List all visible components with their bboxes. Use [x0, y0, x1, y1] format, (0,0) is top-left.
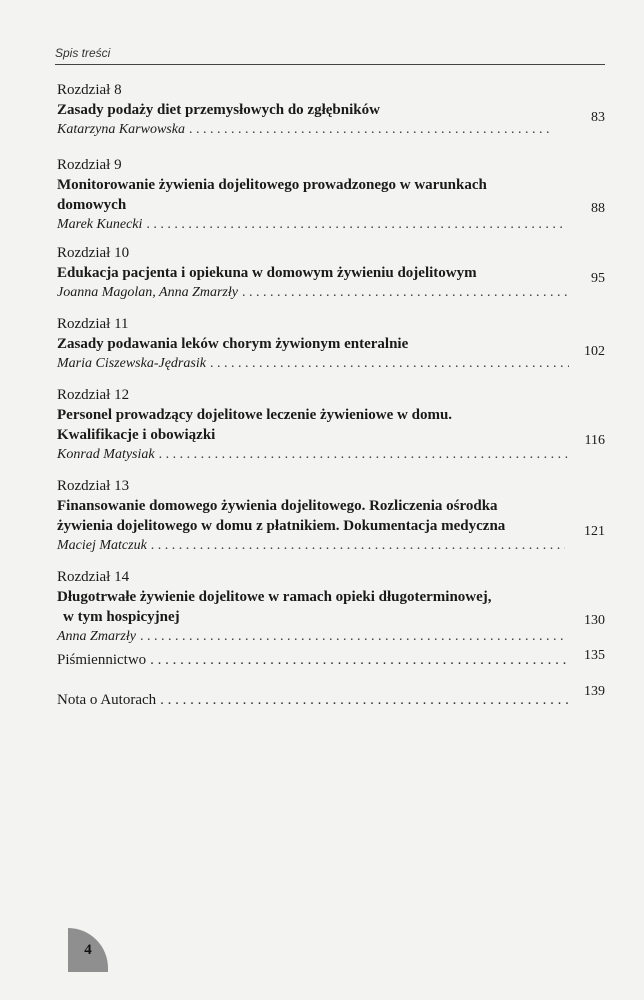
- chapter-title-line: Monitorowanie żywienia dojelitowego prowadzonego w warunkach: [57, 177, 487, 193]
- dot-leader: [189, 120, 549, 140]
- author-line: [57, 120, 605, 140]
- author-line: [57, 354, 605, 374]
- toc-entry-chapter-13[interactable]: [57, 476, 605, 556]
- author-line: [57, 445, 605, 465]
- chapter-title: Zasady podawania leków chorym żywionym enteralnie: [57, 336, 409, 352]
- chapter-title-line: Personel prowadzący dojelitowe leczenie żywieniowe w domu.: [57, 407, 453, 423]
- author-name: Katarzyna Karwowska: [57, 122, 185, 137]
- chapter-label: Rozdział 8: [57, 82, 122, 98]
- page-number: 116: [584, 433, 605, 448]
- toc-entry-chapter-10[interactable]: [57, 243, 605, 303]
- author-line: [57, 536, 605, 556]
- running-header: [55, 44, 605, 65]
- author-name: Maria Ciszewska-Jędrasik: [57, 356, 206, 371]
- entry-label: Nota o Autorach: [57, 692, 157, 708]
- author-name: Konrad Matysiak: [57, 447, 155, 462]
- page-number: 83: [591, 110, 605, 125]
- page-number: 139: [584, 684, 605, 699]
- chapter-title-line: żywienia dojelitowego w domu z płatnikiem. Dokumentacja medyczna: [57, 518, 506, 534]
- dot-leader: [159, 445, 569, 465]
- toc-entry-chapter-12[interactable]: [57, 385, 605, 465]
- toc-entry-chapter-11[interactable]: [57, 314, 605, 374]
- entry-line: [57, 690, 573, 710]
- dot-leader: [140, 627, 565, 647]
- chapter-title: Zasady podaży diet przemysłowych do zgłębników: [57, 102, 380, 118]
- author-name: Joanna Magolan, Anna Zmarzły: [57, 285, 238, 300]
- chapter-title-line: domowych: [57, 197, 127, 213]
- page-number: 135: [584, 648, 605, 663]
- toc-entry-chapter-9[interactable]: [57, 155, 605, 235]
- dot-leader: [242, 283, 570, 303]
- toc-entry-bibliography[interactable]: [57, 650, 605, 670]
- header-title: Spis treści: [55, 46, 111, 60]
- chapter-label: Rozdział 9: [57, 157, 122, 173]
- dot-leader: [150, 650, 569, 670]
- page-number: 102: [584, 344, 605, 359]
- page-number: 88: [591, 201, 605, 216]
- author-line: [57, 215, 605, 235]
- author-name: Maciej Matczuk: [57, 538, 147, 553]
- entry-label: Piśmiennictwo: [57, 652, 147, 668]
- page-number-badge: [68, 928, 108, 972]
- chapter-label: Rozdział 13: [57, 478, 130, 494]
- chapter-label: Rozdział 11: [57, 316, 129, 332]
- chapter-title-line: Kwalifikacje i obowiązki: [57, 427, 216, 443]
- chapter-label: Rozdział 12: [57, 387, 130, 403]
- author-line: [57, 627, 605, 647]
- dot-leader: [160, 690, 569, 710]
- toc-entry-authors-note[interactable]: [57, 684, 605, 710]
- chapter-title-line: Długotrwałe żywienie dojelitowe w ramach opieki długoterminowej,: [57, 589, 492, 605]
- toc-entry-chapter-14[interactable]: [57, 567, 605, 647]
- toc-entry-chapter-8[interactable]: [57, 80, 605, 140]
- page-number: 95: [591, 271, 605, 286]
- chapter-title-line: w tym hospicyjnej: [63, 609, 180, 625]
- author-name: Anna Zmarzły: [57, 629, 136, 644]
- author-name: Marek Kunecki: [57, 217, 143, 232]
- chapter-label: Rozdział 10: [57, 245, 130, 261]
- entry-line: [57, 650, 573, 670]
- page-number: 121: [584, 524, 605, 539]
- chapter-title: Edukacja pacjenta i opiekuna w domowym żywieniu dojelitowym: [57, 265, 477, 281]
- author-line: [57, 283, 605, 303]
- chapter-label: Rozdział 14: [57, 569, 130, 585]
- dot-leader: [210, 354, 569, 374]
- chapter-title-line: Finansowanie domowego żywienia dojelitowego. Rozliczenia ośrodka: [57, 498, 498, 514]
- page-number-text: 4: [84, 941, 92, 958]
- page-number: 130: [584, 613, 605, 628]
- dot-leader: [151, 536, 565, 556]
- dot-leader: [146, 215, 567, 235]
